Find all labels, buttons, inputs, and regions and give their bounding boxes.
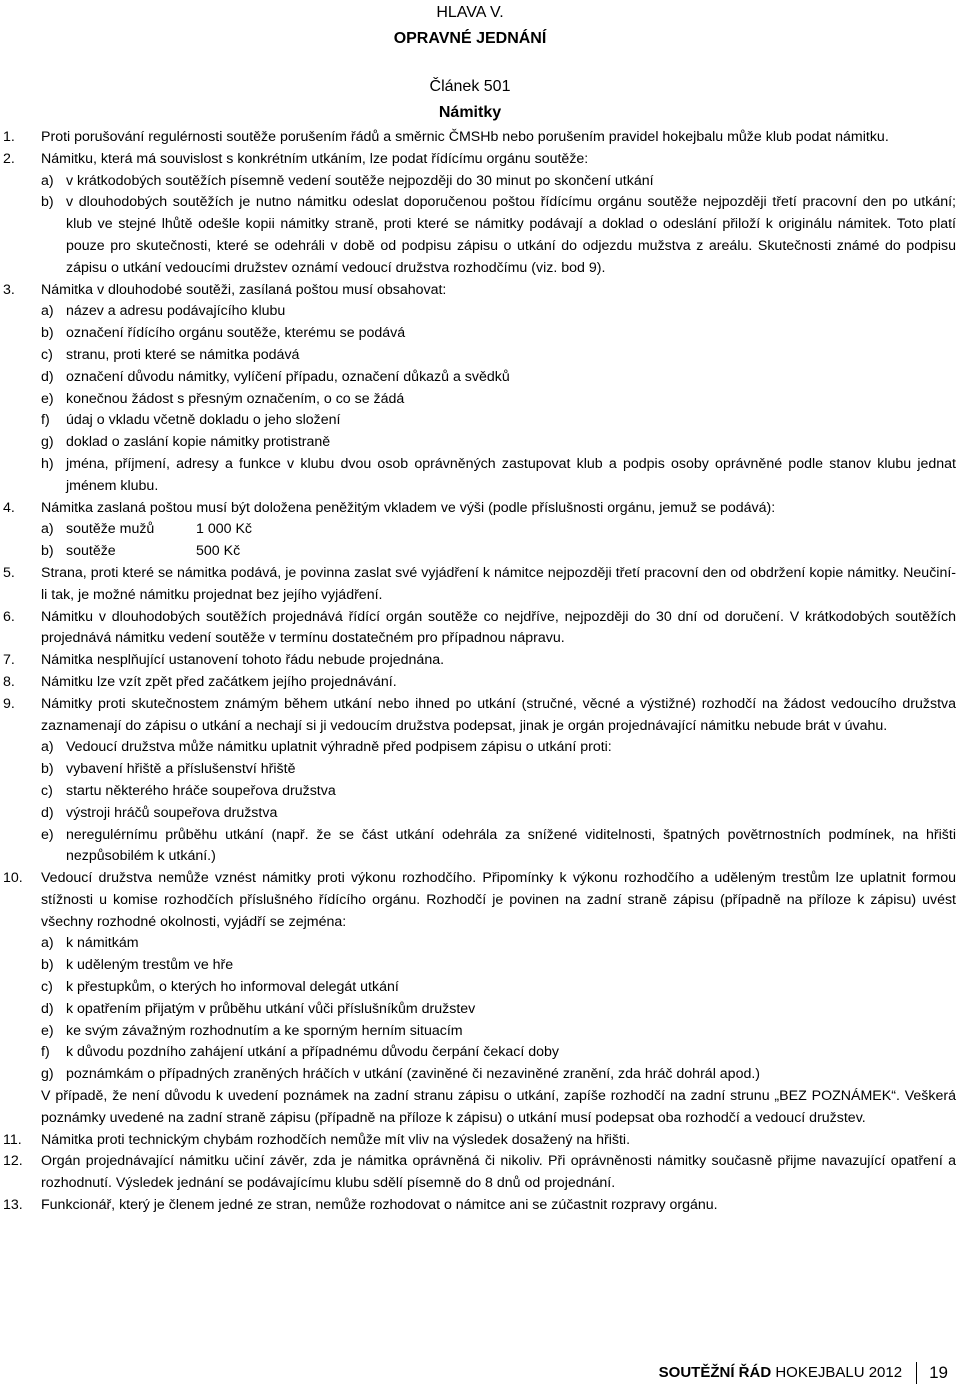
subitem-letter: e) — [41, 390, 54, 407]
fee-label: soutěže — [66, 543, 116, 560]
fee-row — [41, 541, 956, 563]
subitem-letter: e) — [41, 826, 54, 843]
subitem-text: k důvodu pozdního zahájení utkání a případnému důvodu čerpání čekací doby — [66, 1044, 559, 1061]
subitem — [41, 737, 956, 759]
item-text: Vedoucí družstva nemůže vznést námitky proti výkonu rozhodčího. Připomínky k výkonu rozhodčího a uděleným trestům lze uplatnit formou stížnosti u komise rozhodčích příslušného řídícího orgánu. Rozhodčí je povinen na zadní straně zápisu (případně na příloze k zápisu) uvést všechny rozhodné okolnosti, vyjádří se zejména: — [41, 870, 956, 930]
article-header — [0, 74, 960, 126]
footer-title-rest: HOKEJBALU 2012 — [771, 1364, 903, 1381]
subitem-letter: a) — [41, 739, 54, 756]
item-2 — [0, 149, 960, 280]
subitem-letter: d) — [41, 804, 54, 821]
subitem — [41, 345, 956, 367]
item-number: 6. — [3, 608, 15, 625]
subitem — [41, 432, 956, 454]
item-text: Proti porušování regulérnosti soutěže porušením řádů a směrnic ČMSHb nebo porušením pravidel hokejbalu může klub podat námitku. — [41, 129, 889, 145]
subitem-letter: e) — [41, 1022, 54, 1039]
subitem-letter: b) — [41, 761, 54, 778]
subitem-letter: d) — [41, 1000, 54, 1017]
item-text: Funkcionář, který je členem jedné ze stran, nemůže rozhodovat o námitce ani se zúčastnit rozpravy orgánu. — [41, 1197, 718, 1214]
subitem — [41, 933, 956, 955]
item-3 — [0, 280, 960, 498]
item-8 — [0, 672, 960, 694]
subitem-text: vybavení hřiště a příslušenství hřiště — [66, 761, 296, 778]
subitem-letter: c) — [41, 346, 53, 363]
subitem-letter: a) — [41, 303, 54, 320]
subitem — [41, 977, 956, 999]
subitem-text: Vedoucí družstva může námitku uplatnit výhradně před podpisem zápisu o utkání proti: — [66, 739, 612, 756]
chapter-title: OPRAVNÉ JEDNÁNÍ — [393, 30, 547, 47]
subitem-text: označení důvodu námitky, vylíčení případu, označení důkazů a svědků — [66, 368, 510, 385]
item-number: 8. — [3, 673, 15, 690]
subitem — [41, 1042, 956, 1064]
item-7 — [0, 650, 960, 672]
subitem-letter: b) — [41, 194, 54, 211]
subitem — [41, 389, 956, 411]
item-12 — [0, 1151, 960, 1195]
subitem — [41, 759, 956, 781]
item-note: V případě, že není důvodu k uvedení poznámek na zadní stranu zápisu o utkání, zapíše rozhodčí na zadní strunu „BEZ POZNÁMEK“. Veškerá poznámky uvedené na zadní straně zápisu (případně na příloze k zápisu) o utkání musí podepsat oba rozhodčí a vedoucí družstev. — [41, 1088, 956, 1126]
subitem — [41, 1064, 956, 1086]
item-text: Námitka nesplňující ustanovení tohoto řádu nebude projednána. — [41, 652, 445, 669]
item-text: Námitka proti technickým chybám rozhodčích nemůže mít vliv na výsledek dosažený na hřišti. — [41, 1131, 631, 1148]
subitem-text: k přestupkům, o kterých ho informoval delegát utkání — [66, 979, 399, 996]
subitem-text: konečnou žádost s přesným označením, o co se žádá — [66, 390, 405, 407]
item-number: 2. — [3, 150, 15, 167]
fee-row — [41, 519, 956, 541]
subitem-letter: c) — [41, 979, 53, 996]
subitem-text: označení řídícího orgánu soutěže, kterému se podává — [66, 325, 406, 342]
fee-label: soutěže mužů — [66, 521, 155, 538]
subitem-letter: h) — [41, 455, 54, 472]
chapter-label: HLAVA V. — [436, 4, 504, 21]
subitem-letter: b) — [41, 957, 54, 974]
item-text: Námitku, která má souvislost s konkrétním utkáním, lze podat řídícímu orgánu soutěže: — [41, 150, 589, 167]
subitem — [41, 410, 956, 432]
item-text: Orgán projednávající námitku učiní závěr, zda je námitka oprávněná či nikoliv. Při oprávněnosti námitky současně přijme navazující opatření a rozhodnutí. Výsledek jednání se podávajícímu klubu sdělí písemně do 8 dnů od projednání. — [41, 1153, 956, 1192]
subitem — [41, 999, 956, 1021]
fee-amount: 500 Kč — [196, 543, 241, 560]
page-footer — [659, 1362, 948, 1384]
subitem — [41, 301, 956, 323]
chapter-header — [0, 0, 960, 52]
subitem — [41, 192, 956, 279]
item-number: 3. — [3, 281, 15, 298]
item-number: 12. — [3, 1153, 23, 1170]
item-number: 7. — [3, 652, 15, 669]
fee-amount: 1 000 Kč — [196, 521, 253, 538]
item-9 — [0, 694, 960, 868]
subitem — [41, 1021, 956, 1043]
item-text: Námitka zaslaná poštou musí být doložena peněžitým vkladem ve výši (podle příslušnosti orgánu, jemuž se podává): — [41, 499, 776, 516]
article-label: Článek 501 — [429, 78, 511, 95]
footer-title — [659, 1362, 902, 1384]
subitem-letter: a) — [41, 172, 54, 189]
subitem-text: jména, příjmení, adresy a funkce v klubu dvou osob oprávněných zastupovat klub a podpis osoby oprávněné podle stanov klubu jednat jménem klubu. — [66, 455, 956, 494]
article-title: Námitky — [438, 104, 502, 121]
subitem-text: poznámkám o případných zraněných hráčích v utkání (zaviněné či nezaviněné zranění, zda hráč dohrál apod.) — [66, 1066, 761, 1083]
subitem-letter: g) — [41, 434, 54, 451]
subitem-text: neregulérnímu průběhu utkání (např. že se část utkání odehrála za snížené viditelnosti, špatných povětrnostních podmínek, na hřišti nezpůsobilém k utkání.) — [66, 826, 956, 865]
subitem — [41, 323, 956, 345]
item-text: Strana, proti které se námitka podává, je povinna zaslat své vyjádření k námitce nejpozději třetí pracovní den od obdržení kopie námitky. Neučiní-li tak, je možné námitku projednat bez jejího vyjádření. — [41, 564, 956, 603]
item-number: 13. — [3, 1197, 23, 1214]
item-11 — [0, 1130, 960, 1152]
item-number: 4. — [3, 499, 15, 516]
subitem-text: doklad o zaslání kopie námitky protistraně — [66, 434, 331, 451]
item-number: 9. — [3, 695, 15, 712]
item-10 — [0, 868, 960, 1130]
subitem-letter: d) — [41, 368, 54, 385]
item-number: 10. — [3, 870, 23, 887]
subitem-letter: b) — [41, 543, 54, 560]
subitem-text: údaj o vkladu včetně dokladu o jeho složení — [66, 412, 341, 429]
subitem-text: k opatřením přijatým v průběhu utkání vůči příslušníkům družstev — [66, 1000, 476, 1017]
subitem-letter: c) — [41, 782, 53, 799]
item-number: 5. — [3, 564, 15, 581]
subitem — [41, 781, 956, 803]
subitem-letter: a) — [41, 935, 54, 952]
subitem-text: název a adresu podávajícího klubu — [66, 303, 286, 320]
item-6 — [0, 607, 960, 651]
subitem — [41, 367, 956, 389]
subitem-text: ke svým závažným rozhodnutím a ke sporným herním situacím — [66, 1022, 463, 1039]
page-number: 19 — [929, 1363, 948, 1382]
subitem-letter: a) — [41, 521, 54, 538]
subitem-letter: g) — [41, 1066, 54, 1083]
subitem-text: k uděleným trestům ve hře — [66, 957, 234, 974]
subitem — [41, 825, 956, 869]
subitem-text: výstroji hráčů soupeřova družstva — [66, 804, 278, 821]
subitem-letter: b) — [41, 325, 54, 342]
item-13 — [0, 1195, 960, 1217]
subitem-text: k námitkám — [66, 935, 139, 952]
item-1 — [0, 127, 960, 149]
subitem-letter: f) — [41, 1044, 50, 1061]
subitem — [41, 955, 956, 977]
subitem-text: v dlouhodobých soutěžích je nutno námitku odeslat doporučenou poštou řídícímu orgánu soutěže nejpozději třetí pracovní den po utkání; klub ve stejné lhůtě odešle kopii námitky straně, proti které se námitky podávají a doklad o odeslání přiloží k originálu námitek. Toto platí pouze pro skutečnosti, které se odehráli v době od podpisu zápisu o utkání do odjezdu mužstva z areálu. Skutečnosti známé do podpisu zápisu o utkání vedoucími družstev oznámí vedoucí družstva rozhodčímu (viz. bod 9). — [66, 194, 956, 276]
subitem-text: stranu, proti které se námitka podává — [66, 346, 300, 363]
item-text: Námitku v dlouhodobých soutěžích projednává řídící orgán soutěže co nejdříve, nejpozději do 30 dní od doručení. V krátkodobých soutěžích projednává námitku vedení soutěže v termínu dostatečném pro případnou nápravu. — [41, 608, 956, 647]
subitem — [41, 454, 956, 498]
subitem-text: startu některého hráče soupeřova družstva — [66, 782, 336, 799]
subitem-letter: f) — [41, 412, 50, 429]
item-5 — [0, 563, 960, 607]
footer-title-bold: SOUTĚŽNÍ ŘÁD — [658, 1364, 772, 1381]
item-text: Námitku lze vzít zpět před začátkem jejího projednávání. — [41, 673, 397, 690]
item-number: 11. — [3, 1131, 22, 1148]
subitem — [41, 803, 956, 825]
footer-divider — [916, 1362, 917, 1384]
item-text: Námitky proti skutečnostem známým během utkání nebo ihned po utkání (stručné, věcné a výstižné) rozhodčí na žádost vedoucího družstva zaznamenají do zápisu o utkání a nechají si ji vedoucím družstva podepsat, jinak je orgán projednávající námitku nebude brát v úvahu. — [41, 695, 956, 734]
item-4 — [0, 498, 960, 563]
subitem — [41, 171, 956, 193]
article-body — [0, 127, 960, 1217]
item-number: 1. — [3, 129, 15, 145]
item-text: Námitka v dlouhodobé soutěži, zasílaná poštou musí obsahovat: — [41, 281, 447, 298]
subitem-text: v krátkodobých soutěžích písemně vedení soutěže nejpozději do 30 minut po skončení utkání — [66, 172, 654, 189]
